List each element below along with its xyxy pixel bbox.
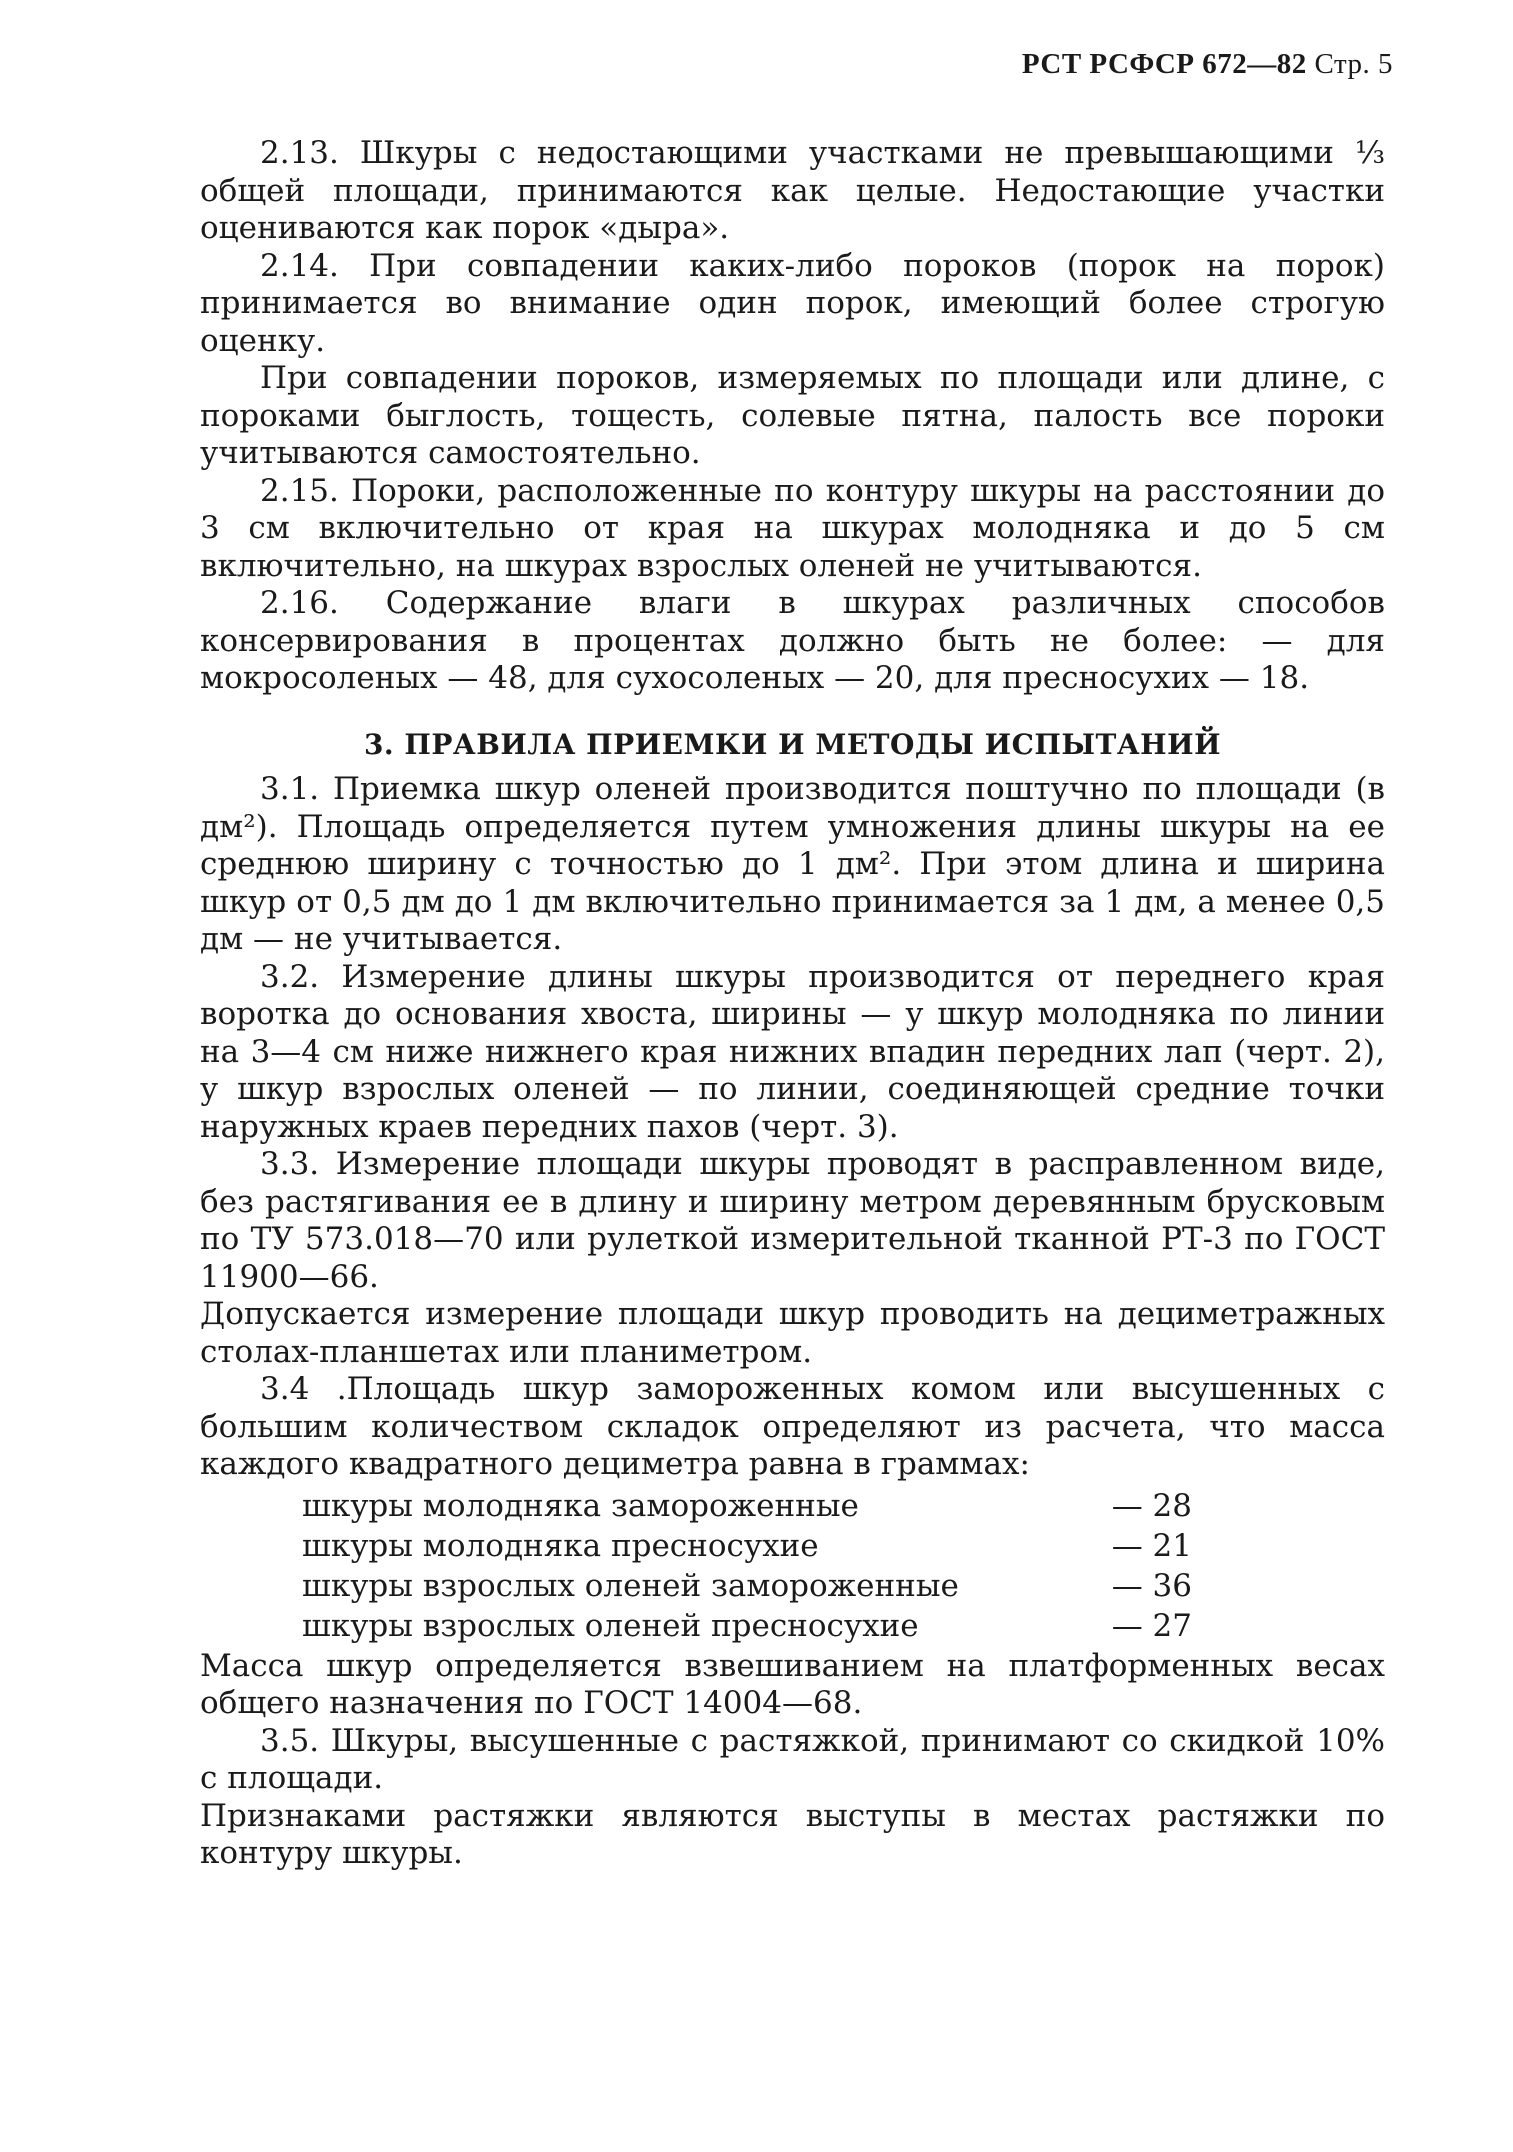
document-body xyxy=(200,135,1385,1873)
paragraph-3-5: 3.5. Шкуры, высушенные с растяжкой, принимают со скидкой 10% с площади. xyxy=(200,1722,1385,1796)
mass-value: — 36 xyxy=(1111,1567,1192,1604)
mass-label: шкуры взрослых оленей пресносухие xyxy=(302,1607,919,1644)
mass-label: шкуры молодняка замороженные xyxy=(302,1487,859,1524)
page-header xyxy=(1022,48,1393,81)
mass-label: шкуры молодняка пресносухие xyxy=(302,1527,819,1564)
table-row xyxy=(302,1606,1302,1646)
section-3-heading: 3. ПРАВИЛА ПРИЕМКИ И МЕТОДЫ ИСПЫТАНИЙ xyxy=(363,727,1222,761)
paragraph-3-4: 3.4 .Площадь шкур замороженных комом или высушенных с большим количеством складок определяют из расчета, что масса каждого квадратного дециметра равна в граммах: xyxy=(200,1371,1385,1482)
paragraph-3-5-continued: Признаками растяжки являются выступы в местах растяжки по контуру шкуры. xyxy=(200,1797,1385,1871)
paragraph-3-4-continued: Масса шкур определяется взвешиванием на платформенных весах общего назначения по ГОСТ 14004—68. xyxy=(200,1647,1385,1721)
mass-value: — 28 xyxy=(1111,1487,1192,1524)
paragraph-2-13: 2.13. Шкуры с недостающими участками не превышающими ⅓ общей площади, принимаются как целые. Недостающие участки оцениваются как порок «дыра». xyxy=(200,135,1385,246)
table-row xyxy=(302,1486,1302,1526)
paragraph-2-15: 2.15. Пороки, расположенные по контуру шкуры на расстоянии до 3 см включительно от края на шкурах молодняка и до 5 см включительно, на шкурах взрослых оленей не учитываются. xyxy=(200,472,1385,584)
mass-table xyxy=(302,1486,1302,1646)
table-row xyxy=(302,1566,1302,1606)
paragraph-3-1: 3.1. Приемка шкур оленей производится поштучно по площади (в дм²). Площадь определяется путем умножения длины шкуры на ее среднюю ширину с точностью до 1 дм². При этом длина и ширина шкур от 0,5 дм до 1 дм включительно принимается за 1 дм, а менее 0,5 дм — не учитывается. xyxy=(200,771,1385,957)
mass-value: — 21 xyxy=(1111,1527,1192,1564)
mass-label: шкуры взрослых оленей замороженные xyxy=(302,1567,959,1604)
paragraph-2-16: 2.16. Содержание влаги в шкурах различных способов консервирования в процентах должно быть не более: — для мокросоленых — 48, для сухосоленых — 20, для пресносухих — 18. xyxy=(200,585,1385,696)
table-row xyxy=(302,1526,1302,1566)
standard-code: РСТ РСФСР 672—82 xyxy=(1021,48,1307,80)
paragraph-3-3-continued: Допускается измерение площади шкур проводить на дециметражных столах-планшетах или планиметром. xyxy=(200,1296,1385,1370)
paragraph-2-14-continued: При совпадении пороков, измеряемых по площади или длине, с пороками быглость, тощесть, солевые пятна, палость все пороки учитываются самостоятельно. xyxy=(200,360,1385,471)
page-number: Стр. 5 xyxy=(1314,48,1393,80)
paragraph-3-3: 3.3. Измерение площади шкуры проводят в расправленном виде, без растягивания ее в длину и ширину метром деревянным брусковым по ТУ 573.018—70 или рулеткой измерительной тканной РТ-3 по ГОСТ 11900—66. xyxy=(200,1146,1385,1295)
mass-value: — 27 xyxy=(1111,1607,1192,1644)
paragraph-3-2: 3.2. Измерение длины шкуры производится от переднего края воротка до основания хвоста, ширины — у шкур молодняка по линии на 3—4 см ниже нижнего края нижних впадин передних лап (черт. 2), у шкур взрослых оленей — по линии, соединяющей средние точки наружных краев передних пахов (черт. 3). xyxy=(200,958,1385,1145)
paragraph-2-14: 2.14. При совпадении каких-либо пороков (порок на порок) принимается во внимание один порок, имеющий более строгую оценку. xyxy=(200,247,1385,359)
